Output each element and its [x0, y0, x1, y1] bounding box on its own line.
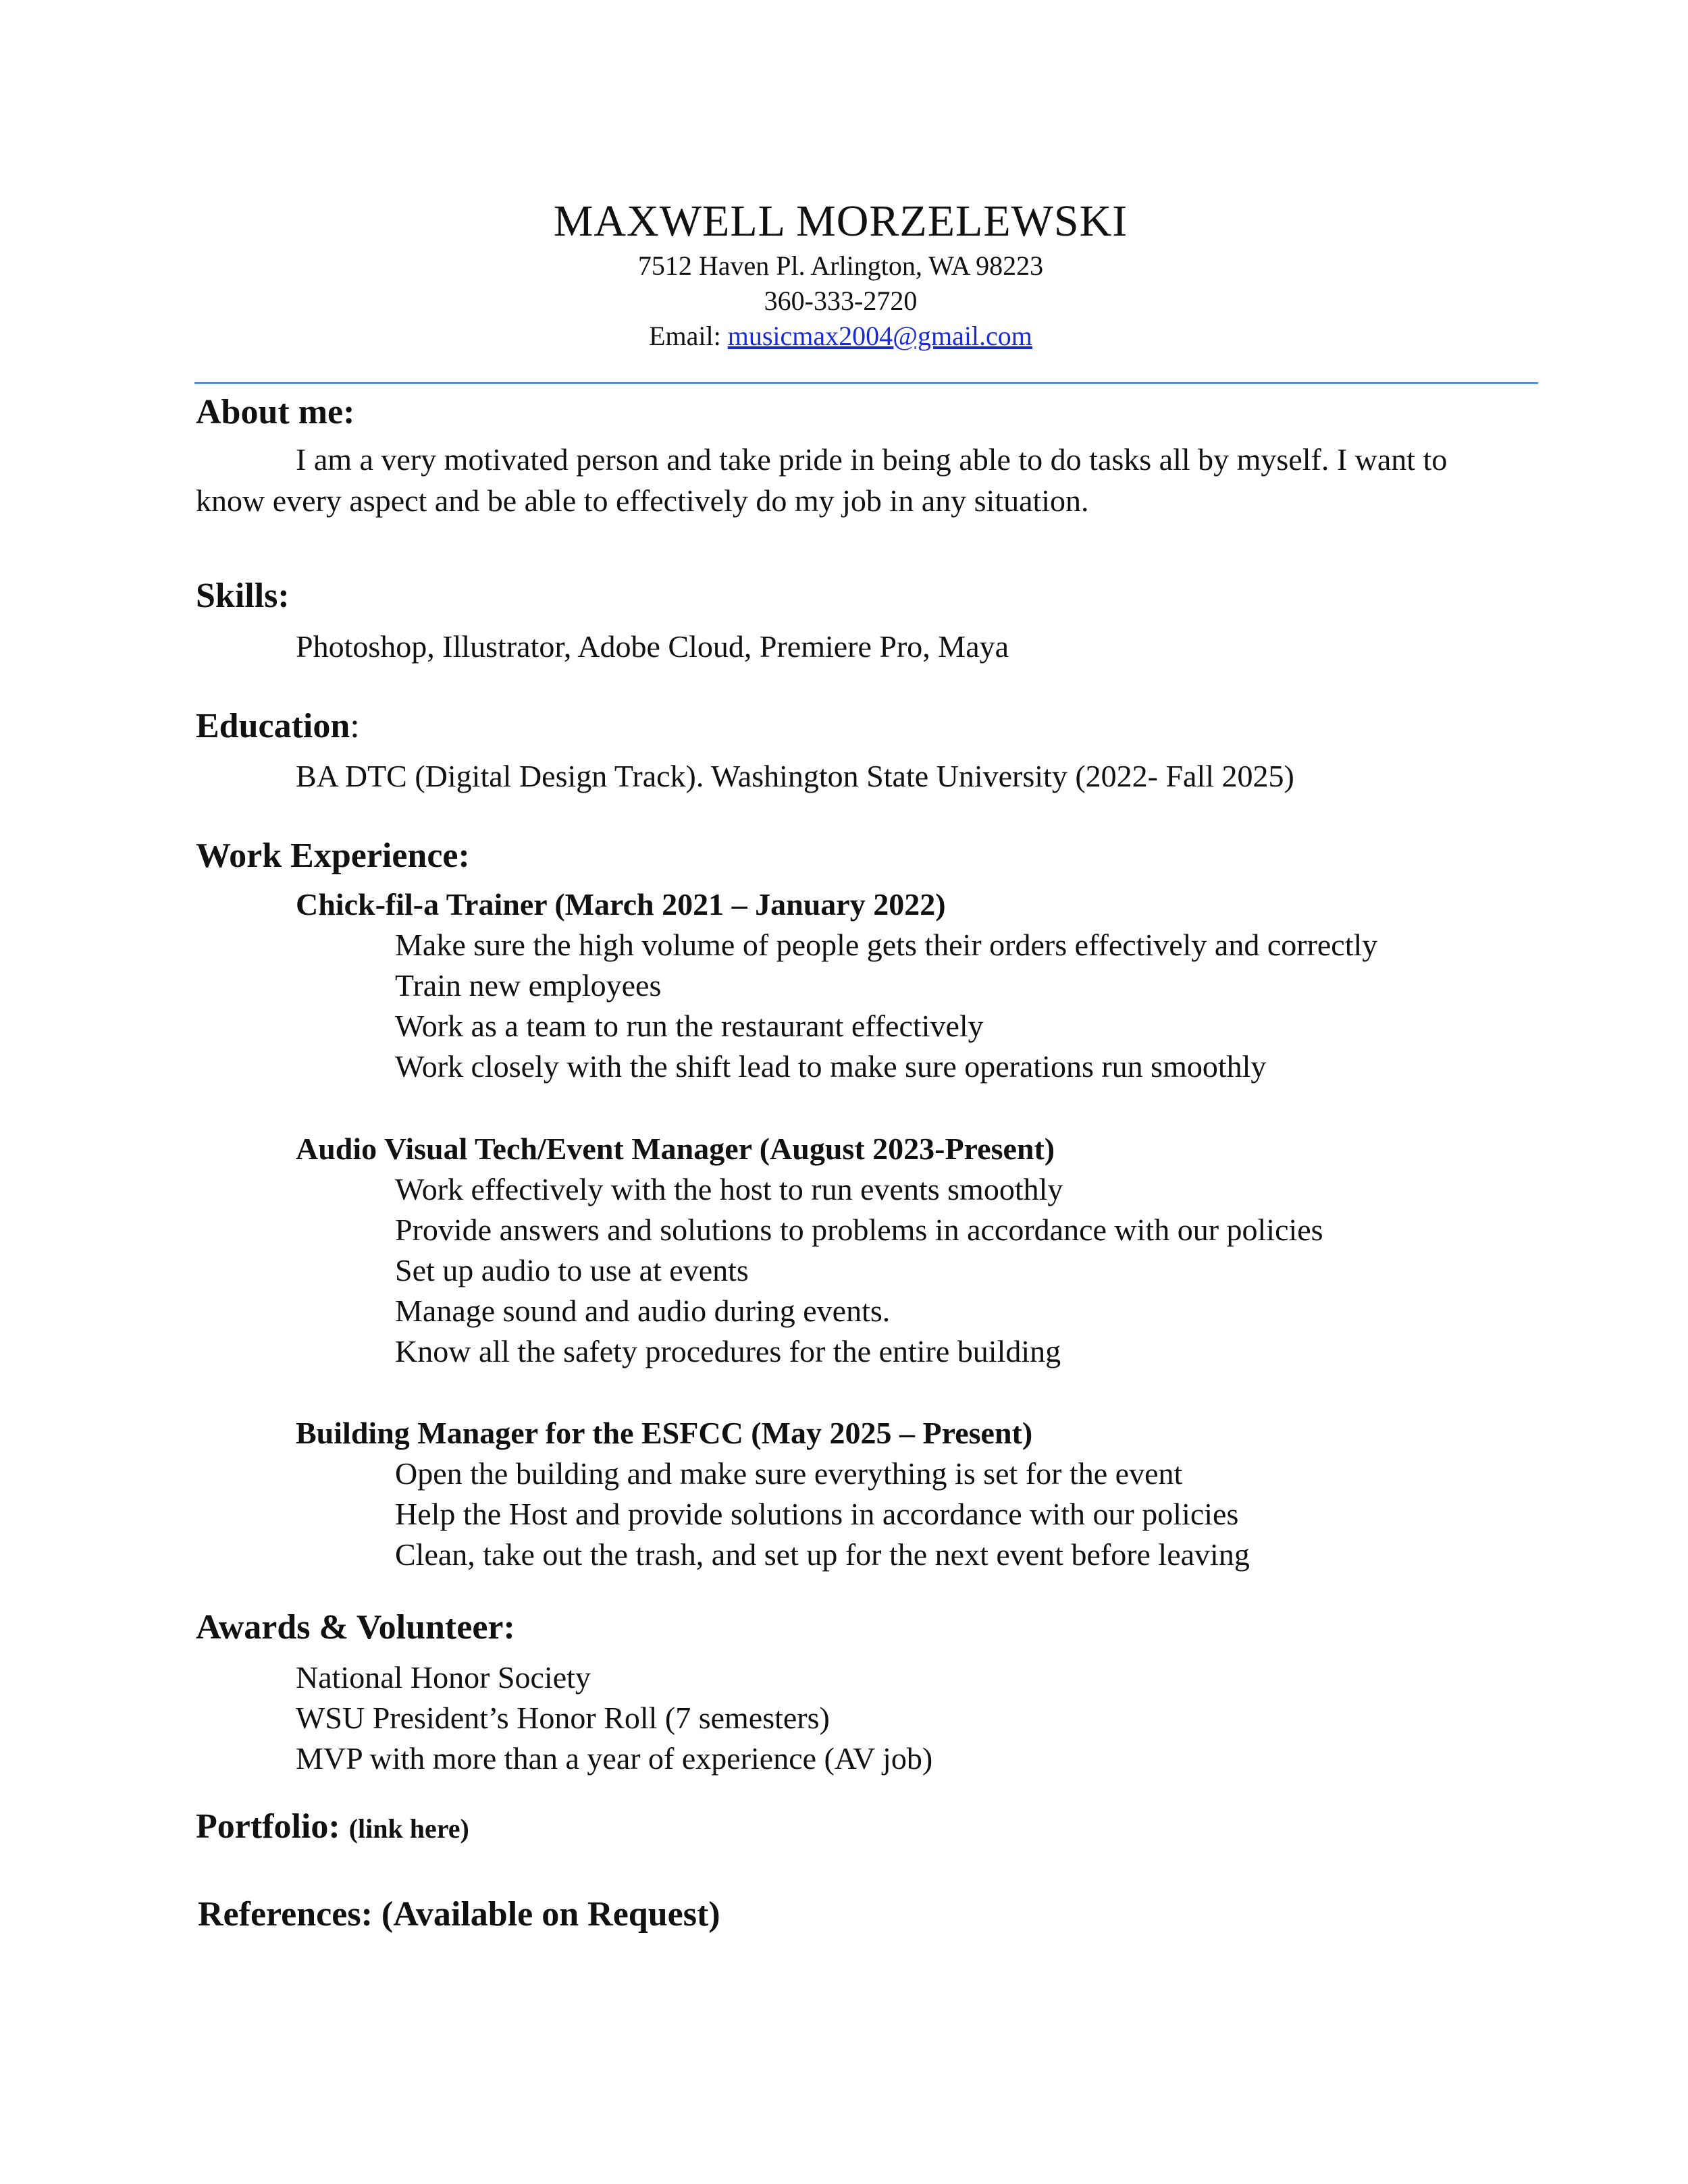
job-duty: Clean, take out the trash, and set up for the next event before leaving	[395, 1537, 1250, 1572]
job-duty: Set up audio to use at events	[395, 1253, 749, 1287]
education-heading-colon: :	[350, 707, 360, 745]
job-duties	[395, 925, 1377, 1087]
about-heading: About me:	[196, 393, 355, 431]
job-duty: Work closely with the shift lead to make sure operations run smoothly	[395, 1049, 1267, 1084]
job-duty: Help the Host and provide solutions in accordance with our policies	[395, 1497, 1239, 1531]
job-duty: Train new employees	[395, 968, 662, 1003]
skills-text: Photoshop, Illustrator, Adobe Cloud, Premiere Pro, Maya	[296, 629, 1009, 664]
about-text: I am a very motivated person and take pride in being able to do tasks all by myself. I want to know every aspect and be able to effectively do my job in any situation.	[196, 442, 1448, 518]
education-heading-label: Education	[196, 707, 350, 745]
portfolio-link[interactable]: (link here)	[348, 1813, 469, 1844]
phone-number: 360-333-2720	[764, 286, 918, 316]
address: 7512 Haven Pl. Arlington, WA 98223	[637, 250, 1044, 281]
awards-list	[296, 1657, 932, 1779]
email-line	[0, 319, 1681, 354]
job-duty: Work effectively with the host to run events smoothly	[395, 1172, 1063, 1206]
award-item: WSU President’s Honor Roll (7 semesters)	[296, 1701, 830, 1735]
job-title: Chick-fil-a Trainer (March 2021 – January 2022)	[296, 887, 946, 922]
awards-heading: Awards & Volunteer:	[196, 1608, 515, 1647]
email-label: Email:	[649, 321, 728, 351]
job-duty: Manage sound and audio during events.	[395, 1294, 891, 1328]
skills-heading: Skills:	[196, 577, 290, 615]
job-duties	[395, 1169, 1323, 1372]
resume-header	[0, 194, 1681, 354]
job-duty: Provide answers and solutions to problems in accordance with our policies	[395, 1213, 1323, 1247]
portfolio-label: Portfolio:	[196, 1807, 349, 1846]
email-link[interactable]: musicmax2004@gmail.com	[727, 321, 1032, 351]
portfolio-heading	[196, 1806, 469, 1850]
job-duty: Work as a team to run the restaurant effectively	[395, 1009, 984, 1043]
job-duty: Know all the safety procedures for the entire building	[395, 1334, 1061, 1368]
award-item: National Honor Society	[296, 1660, 591, 1695]
education-heading	[196, 705, 360, 747]
award-item: MVP with more than a year of experience (AV job)	[296, 1741, 933, 1776]
education-text: BA DTC (Digital Design Track). Washington State University (2022- Fall 2025)	[296, 759, 1294, 793]
job-duty: Make sure the high volume of people gets their orders effectively and correctly	[395, 928, 1378, 962]
job-title: Audio Visual Tech/Event Manager (August 2023-Present)	[296, 1131, 1055, 1166]
work-heading: Work Experience:	[196, 836, 470, 875]
references-heading: References: (Available on Request)	[198, 1895, 720, 1934]
job-duty: Open the building and make sure everything is set for the event	[395, 1456, 1183, 1491]
job-duties	[395, 1454, 1250, 1575]
header-divider	[194, 382, 1538, 384]
candidate-name: MAXWELL MORZELEWSKI	[553, 196, 1128, 246]
job-title: Building Manager for the ESFCC (May 2025 – Present)	[296, 1416, 1033, 1450]
